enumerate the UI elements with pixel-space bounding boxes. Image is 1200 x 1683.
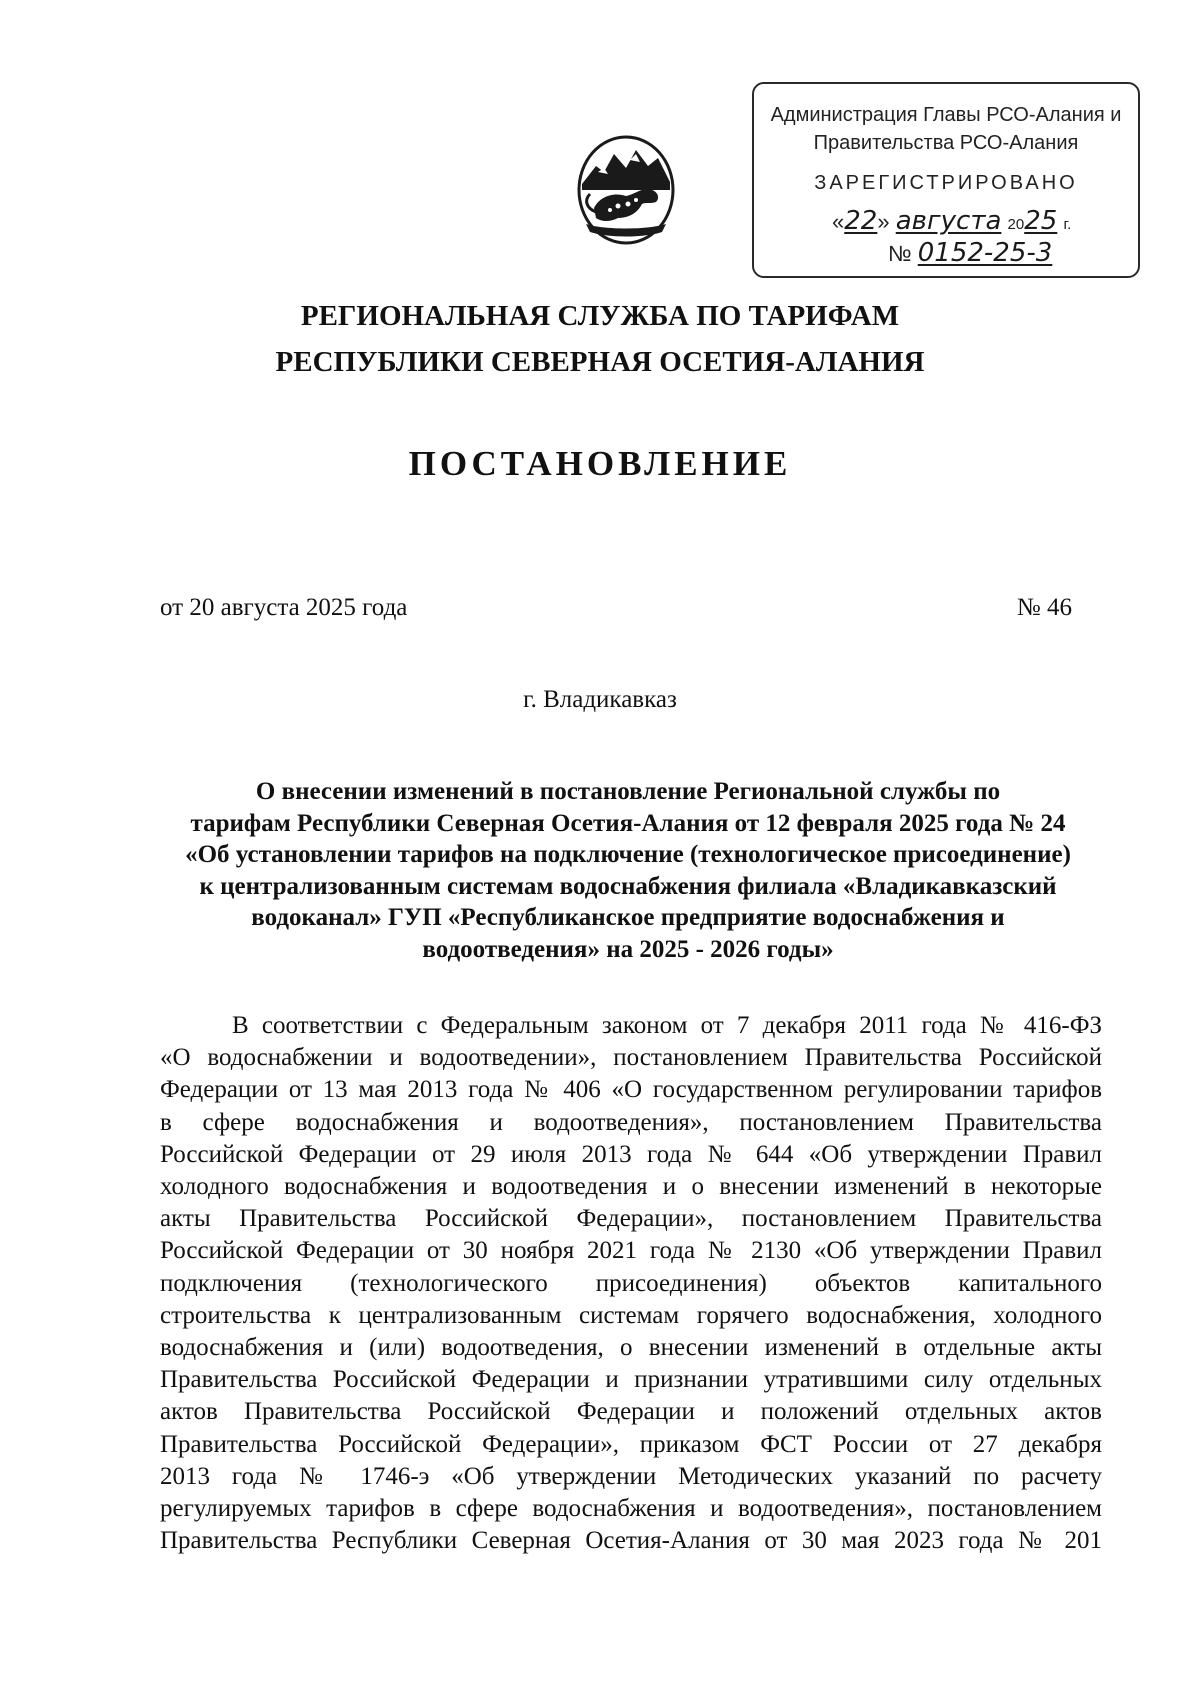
org-title-line2: РЕСПУБЛИКИ СЕВЕРНАЯ ОСЕТИЯ-АЛАНИЯ: [275, 346, 925, 378]
stamp-date-open-quote: «: [832, 209, 845, 234]
body-line: водоснабжения и (или) водоотведения, о внесении изменений в отдельные акты: [160, 1334, 1102, 1362]
subject-line: О внесении изменений в постановление Региональной службы по: [255, 778, 1001, 805]
stamp-status: ЗАРЕГИСТРИРОВАНО: [814, 172, 1078, 194]
subject-line: водоканал» ГУП «Республиканское предприятие водоснабжения и: [251, 904, 1005, 931]
body-line: «О водоснабжении и водоотведении», постановлением Правительства Российской: [160, 1044, 1102, 1072]
stamp-date-year-suffix: 25: [1024, 206, 1058, 236]
body-line: Российской Федерации от 30 ноября 2021 года № 2130 «Об утверждении Правил: [160, 1237, 1102, 1265]
stamp-date-year-prefix: 20: [1007, 216, 1025, 233]
body-line: Российской Федерации от 29 июля 2013 года № 644 «Об утверждении Правил: [160, 1140, 1102, 1168]
subject-line: тарифам Республики Северная Осетия-Алания от 12 февраля 2025 года № 24: [190, 809, 1066, 837]
body-line: акты Правительства Российской Федерации», постановлением Правительства: [160, 1205, 1102, 1233]
stamp-date-month: августа: [895, 206, 1002, 236]
document-body: [160, 1010, 1102, 1557]
body-line: регулируемых тарифов в сфере водоснабжения и водоотведения», постановлением: [160, 1495, 1102, 1523]
body-line: Правительства Российской Федерации», приказом ФСТ России от 27 декабря: [160, 1430, 1102, 1458]
stamp-number: [888, 238, 1052, 269]
stamp-org-line1: Администрация Главы РСО-Алания и: [770, 104, 1122, 126]
stamp-date-day: 22: [844, 206, 878, 236]
document-city: г. Владикавказ: [523, 686, 677, 713]
stamp-date-year-mark: г.: [1063, 216, 1072, 233]
body-line: Правительства Республики Северная Осетия-Алания от 30 мая 2023 года № 201: [160, 1527, 1102, 1555]
document-date: от 20 августа 2025 года: [160, 594, 408, 621]
body-line: В соответствии с Федеральным законом от 7 декабря 2011 года № 416-ФЗ: [232, 1012, 1102, 1039]
document-subject: [156, 776, 1100, 965]
stamp-org-line2: Правительства РСО-Алания: [813, 132, 1079, 154]
stamp-date-close-quote: »: [877, 209, 890, 234]
body-line: подключения (технологического присоединения) объектов капитального: [160, 1269, 1102, 1297]
body-line: актов Правительства Российской Федерации и положений отдельных актов: [160, 1398, 1102, 1426]
stamp-number-prefix: №: [888, 241, 912, 266]
org-title-line1: РЕГИОНАЛЬНАЯ СЛУЖБА ПО ТАРИФАМ: [300, 300, 900, 332]
stamp-date: [832, 206, 1071, 240]
body-line: Федерации от 13 мая 2013 года № 406 «О государственном регулировании тарифов: [160, 1076, 1102, 1104]
stamp-number-value: 0152-25-3: [917, 238, 1053, 268]
document-type-title: ПОСТАНОВЛЕНИЕ: [408, 444, 792, 483]
coat-of-arms-emblem: [574, 132, 678, 248]
registration-stamp: [752, 82, 1140, 278]
body-line: в сфере водоснабжения и водоотведения», постановлением Правительства: [160, 1108, 1102, 1136]
body-line: Правительства Российской Федерации и признании утратившими силу отдельных: [160, 1366, 1102, 1394]
body-line: 2013 года № 1746-э «Об утверждении Методических указаний по расчету: [160, 1462, 1102, 1490]
subject-line: водоотведения» на 2025 - 2026 годы»: [422, 935, 834, 963]
subject-line: к централизованным системам водоснабжения филиала «Владикавказский: [199, 872, 1057, 900]
body-line: строительства к централизованным системам горячего водоснабжения, холодного: [160, 1301, 1102, 1329]
document-number: № 46: [1016, 594, 1072, 621]
subject-line: «Об установлении тарифов на подключение (технологическое присоединение): [185, 841, 1071, 868]
body-line: холодного водоснабжения и водоотведения и о внесении изменений в некоторые: [160, 1173, 1102, 1201]
